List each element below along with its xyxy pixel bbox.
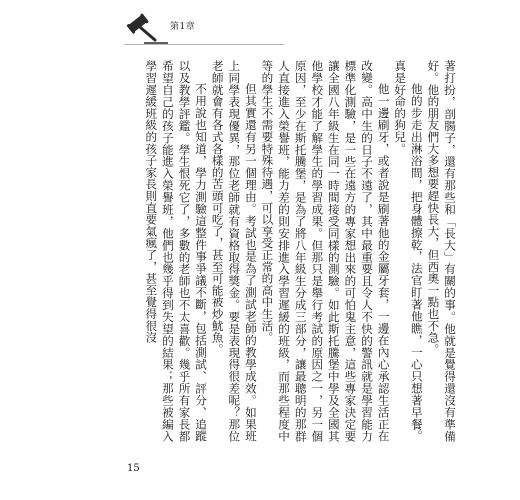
body-text	[140, 60, 458, 442]
gavel-icon	[124, 10, 168, 48]
paragraph: 但其實還有另一個理由。考試也是為了測試老師的教學成效。如果班上同學表現優異，那位老師就有資格取得獎金。要是表現得很差呢？那位老師就會有各式各樣的苦頭可吃了，甚至可能被炒魷魚。	[210, 60, 258, 442]
header-divider	[124, 44, 284, 45]
chapter-header	[124, 10, 244, 48]
paragraph: 他的步走出淋浴間，把身體擦乾，法官盯著他瞧，一心只想著早餐。真是好命的狗兒。	[393, 60, 424, 442]
page-number: 15	[127, 463, 140, 474]
paragraph: 他一邊刷牙，或者說是刷著他的金屬牙套，一邊在內心承認生活正在改變。高中生的日子不遠了，其中最重要且令人不快的警訊就是學習能力標準化測驗，是一些在遠方的專家想出來的可怕鬼主意，這些專家決定要讓全國八年級生在同一時間接受同樣的測驗。如此斯托騰堡中學及全國其他學校才能了解學生的學習成果。但那只是舉行考試的原因之一，另一個原因，至少在斯托騰堡，是為了將八年級生分成三部分，讓最聰明的那群人直接進入榮譽班，能力差的則安排進入學習遲緩的班級，而那些程度中等的學生不需要特殊待遇，可以享受正常的高中生活。	[260, 60, 391, 442]
paragraph: 不用說也知道，學力測驗這整件事爭議不斷，包括測試、評分、追蹤以及教學評鑑。學生恨死它了，多數的老師也不太喜歡。幾乎所有家長都希望自己的孩子能進入榮譽班，他們也幾乎得到失望的結果；那些被編入學習遲緩班級的孩子家長則直要氣瘋了，甚至覺得很沒	[144, 60, 209, 442]
chapter-label: 第1章	[170, 22, 196, 32]
paragraph: 著打扮，剖腸子，還有那些和「長大」有關的事。他就是覺得還沒有準備好。他的朋友們大多想要趕快長大，但西奧一點也不急。	[426, 60, 457, 442]
